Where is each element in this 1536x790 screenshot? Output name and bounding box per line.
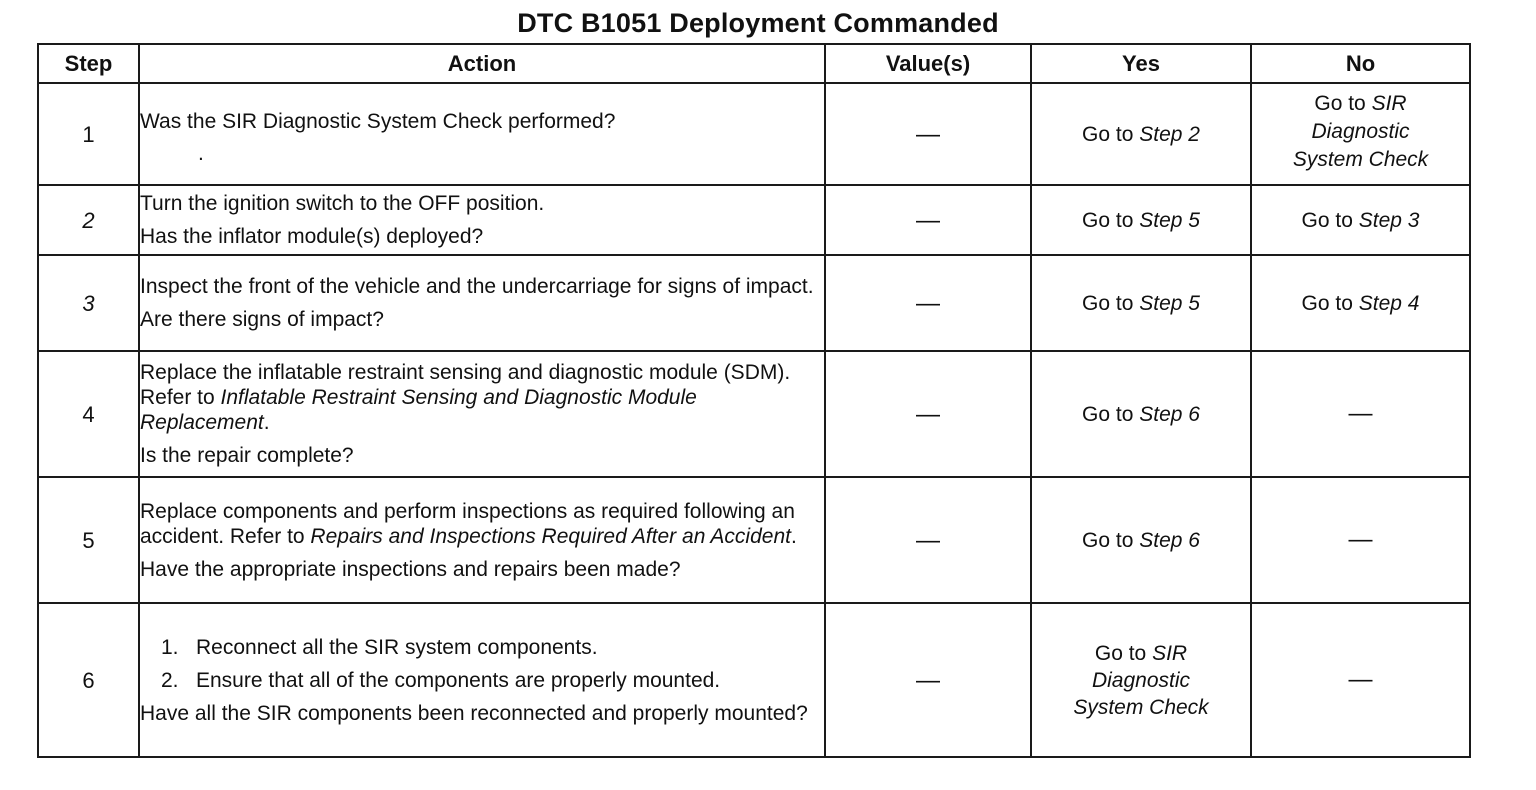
yes-target: Step 5 <box>1139 291 1200 315</box>
value-cell: — <box>825 603 1031 757</box>
step-number: 2 <box>38 185 139 255</box>
action-cell <box>139 255 825 351</box>
value-cell: — <box>825 255 1031 351</box>
action-question: Has the inflator module(s) deployed? <box>140 225 484 248</box>
goto-label: Go to <box>1082 122 1134 146</box>
step-number: 3 <box>38 255 139 351</box>
action-cell <box>139 351 825 477</box>
goto-label: Go to <box>1082 208 1134 232</box>
yes-target: Step 6 <box>1139 528 1200 552</box>
list-number: 1. <box>161 635 179 659</box>
table-row-step-1 <box>38 83 1470 185</box>
action-cell <box>139 83 825 185</box>
value-cell: — <box>825 477 1031 603</box>
header-yes: Yes <box>1031 44 1251 83</box>
reference-link: Repairs and Inspections Required After an Accident <box>310 524 791 548</box>
yes-cell <box>1031 83 1251 185</box>
no-target-line1: SIR <box>1371 92 1407 115</box>
action-text-plain: Replace components and perform inspections as required following an accident. Refer to <box>140 499 795 548</box>
no-cell <box>1251 185 1470 255</box>
no-dash: — <box>1348 526 1373 553</box>
no-target-line3: System Check <box>1292 148 1429 171</box>
no-dash: — <box>1348 666 1373 693</box>
value-cell: — <box>825 83 1031 185</box>
no-target-line2: Diagnostic <box>1311 120 1410 143</box>
diagnostic-table <box>37 43 1471 758</box>
no-cell <box>1251 477 1470 603</box>
step-number: 6 <box>38 603 139 757</box>
goto-label: Go to <box>1082 402 1134 426</box>
action-question: Have all the SIR components been reconnected and properly mounted? <box>140 701 808 725</box>
step-number: 4 <box>38 351 139 477</box>
header-row <box>38 44 1470 83</box>
action-cell <box>139 603 825 757</box>
reference-link: Inflatable Restraint Sensing and Diagnostic Module Replacement <box>140 386 697 434</box>
yes-target: Step 6 <box>1139 402 1200 426</box>
no-cell <box>1251 83 1470 185</box>
value-cell: — <box>825 185 1031 255</box>
yes-target-line2: Diagnostic <box>1091 668 1191 692</box>
stray-mark: . <box>198 141 204 165</box>
action-question: Is the repair complete? <box>140 444 354 467</box>
yes-cell <box>1031 255 1251 351</box>
action-text: Inspect the front of the vehicle and the undercarriage for signs of impact. <box>140 275 814 298</box>
header-value: Value(s) <box>825 44 1031 83</box>
list-item <box>140 668 824 693</box>
action-question: Are there signs of impact? <box>140 308 384 331</box>
no-cell <box>1251 603 1470 757</box>
action-text: Turn the ignition switch to the OFF position. <box>140 192 545 215</box>
document-title: DTC B1051 Deployment Commanded <box>517 8 999 38</box>
action-cell <box>139 185 825 255</box>
yes-cell <box>1031 603 1251 757</box>
header-no: No <box>1251 44 1470 83</box>
action-cell <box>139 477 825 603</box>
yes-cell <box>1031 351 1251 477</box>
no-target: Step 4 <box>1358 291 1420 315</box>
action-text <box>140 360 824 435</box>
list-item <box>140 635 824 660</box>
no-cell <box>1251 351 1470 477</box>
action-question: Have the appropriate inspections and repairs been made? <box>140 557 681 581</box>
goto-label: Go to <box>1094 641 1147 665</box>
list-text: Reconnect all the SIR system components. <box>196 635 598 659</box>
yes-cell <box>1031 185 1251 255</box>
yes-target-line3: System Check <box>1073 695 1209 719</box>
no-cell <box>1251 255 1470 351</box>
numbered-list <box>140 635 824 693</box>
action-text-end: . <box>790 524 797 548</box>
yes-target-line1: SIR <box>1152 641 1188 665</box>
action-text-end: . <box>263 411 270 434</box>
yes-target: Step 5 <box>1139 208 1200 232</box>
header-step: Step <box>38 44 139 83</box>
header-action: Action <box>139 44 825 83</box>
step-number: 1 <box>38 83 139 185</box>
value-cell: — <box>825 351 1031 477</box>
table-row-step-3 <box>38 255 1470 351</box>
goto-label: Go to <box>1082 291 1134 315</box>
table-row-step-5 <box>38 477 1470 603</box>
goto-label: Go to <box>1301 208 1353 232</box>
goto-label: Go to <box>1082 528 1134 552</box>
action-text-plain: Replace the inflatable restraint sensing and diagnostic module (SDM). Refer to <box>140 361 791 409</box>
table-row-step-4 <box>38 351 1470 477</box>
table-row-step-6 <box>38 603 1470 757</box>
no-dash: — <box>1348 400 1373 427</box>
list-text: Ensure that all of the components are properly mounted. <box>196 668 721 692</box>
table-row-step-2 <box>38 185 1470 255</box>
yes-target: Step 2 <box>1139 122 1200 146</box>
list-number: 2. <box>161 668 179 692</box>
goto-label: Go to <box>1301 291 1353 315</box>
no-target: Step 3 <box>1358 208 1420 232</box>
step-number: 5 <box>38 477 139 603</box>
yes-cell <box>1031 477 1251 603</box>
action-text: Was the SIR Diagnostic System Check performed? <box>140 109 616 133</box>
goto-label: Go to <box>1314 92 1366 115</box>
action-text <box>140 499 824 549</box>
